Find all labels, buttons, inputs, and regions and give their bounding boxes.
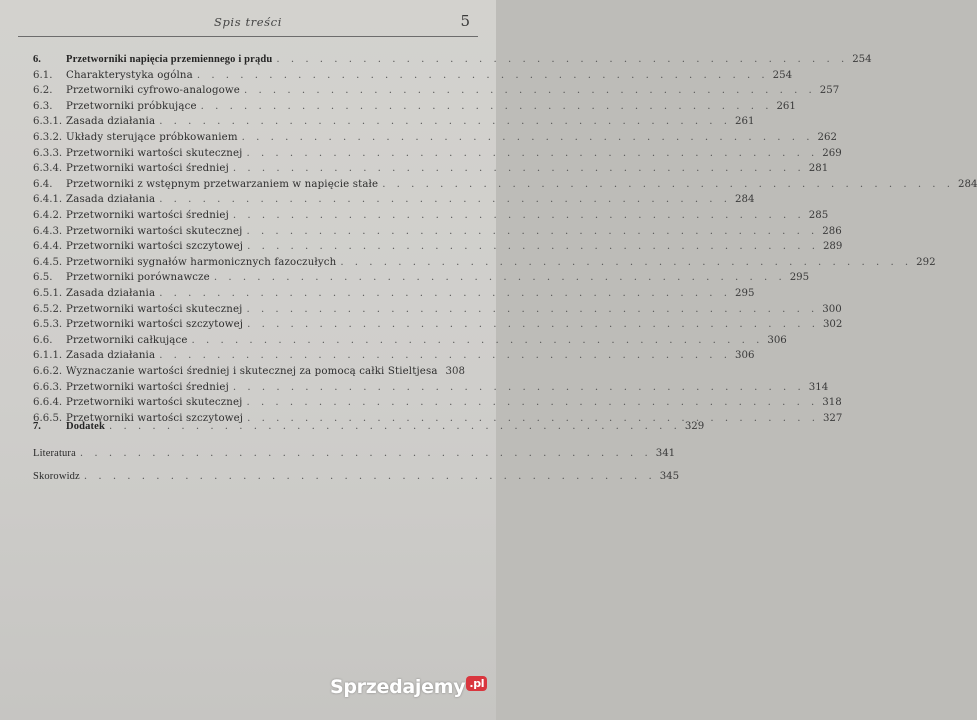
toc-entry-page: 314 (808, 381, 829, 393)
toc-entry-page: 262 (817, 132, 837, 143)
toc-leader-dots: . . . . . . . . . . . . . . . . . . . . . . . . . . . . . . . . . . . . . . . . (247, 241, 819, 253)
toc-leader-dots: . . . . . . . . . . . . . . . . . . . . . . . . . . . . . . . . . . . . . . . . (213, 272, 786, 284)
toc-entry-number: 6.4.2. (33, 210, 63, 221)
toc-entry (33, 131, 837, 145)
toc-leader-dots: . . . . . . . . . . . . . . . . . . . . . . . . . . . . . . . . . . . . . . . . (196, 69, 769, 81)
toc-entry-number: 6.4.3. (33, 225, 63, 237)
toc-entry (33, 271, 810, 285)
toc-entry (33, 287, 755, 301)
toc-entry-number: 7. (33, 421, 41, 432)
toc-entry-title: Zasada działania (66, 350, 156, 362)
toc-entry-page: 345 (659, 471, 680, 482)
toc-entry-title: Przetworniki wartości średniej (66, 163, 229, 175)
toc-entry-page: 254 (852, 54, 872, 65)
toc-leader-dots: . . . . . . . . . . . . . . . . . . . . . . . . . . . . . . . . . . . . . . . . (159, 288, 732, 299)
toc-entry (33, 178, 977, 192)
toc-entry-title: Przetworniki próbkujące (66, 100, 197, 112)
toc-entry-title: Przetworniki z wstępnym przetwarzaniem w napięcie stałe (66, 178, 379, 190)
toc-entry-page: 269 (822, 147, 842, 159)
toc-leader-dots: . . . . . . . . . . . . . . . . . . . . . . . . . . . . . . . . . . . . . . . . (108, 421, 681, 432)
toc-entry-number: 6.1. (33, 69, 53, 81)
toc-entry-page: 300 (822, 303, 842, 315)
toc-leader-dots: . . . . . . . . . . . . . . . . . . . . . . . . . . . . . . . . . . . . . . . . (191, 334, 764, 346)
toc-leader-dots: . . . . . . . . . . . . . . . . . . . . . . . . . . . . . . . . . . . . . . . . (276, 54, 849, 65)
toc-entry-number: 6.4.4. (33, 241, 63, 253)
toc-entry-page: 327 (822, 412, 843, 424)
toc-entry-number: 6.3. (33, 100, 53, 112)
toc-entry-page: 254 (772, 69, 793, 81)
toc-entry-number: 6.3.3. (33, 147, 63, 159)
sprzedajemy-watermark (330, 676, 487, 698)
toc-leader-dots: . . . . . . . . . . . . . . . . . . . . . . . . . . . . . . . . . . . . . . . . (247, 319, 819, 331)
toc-entry-title: Przetworniki sygnałów harmonicznych fazoczułych (66, 256, 337, 268)
toc-entry (33, 447, 676, 461)
toc-entry-page: 306 (767, 334, 787, 346)
toc-entry-number: 6.4.5. (33, 256, 63, 268)
toc-entry-title: Zasada działania (66, 116, 156, 128)
toc-leader-dots: . . . . . . . . . . . . . . . . . . . . . . . . . . . . . . . . . . . . . . . . (246, 397, 819, 409)
toc-entry-page: 257 (819, 85, 840, 97)
toc-entry (33, 318, 843, 332)
toc-entry-page: 292 (916, 256, 936, 268)
header-page-number: 5 (460, 12, 470, 30)
toc-entry-page: 284 (735, 194, 755, 206)
toc-leader-dots: . . . . . . . . . . . . . . . . . . . . . . . . . . . . . . . . . . . . . . . . (159, 194, 732, 206)
toc-entry-title: Przetworniki cyfrowo-analogowe (66, 85, 240, 97)
toc-entry-page: 295 (789, 272, 810, 284)
toc-entry-number: 6.3.2. (33, 132, 63, 143)
toc-entry-number: 6.6.2. (33, 366, 63, 377)
toc-leader-dots: . . . . . . . . . . . . . . . . . . . . . . . . . . . . . . . . . . . . . . . . (247, 412, 819, 424)
toc-entry (33, 396, 842, 410)
toc-entry-number: 6.3.1. (33, 116, 63, 128)
toc-entry-page: 295 (735, 288, 755, 299)
toc-entry-page: 302 (822, 319, 843, 331)
toc-entry-page: 306 (735, 350, 755, 362)
toc-entry-number: 6.2. (33, 85, 53, 97)
toc-leader-dots: . . . . . . . . . . . . . . . . . . . . . . . . . . . . . . . . . . . . . . . . (200, 100, 773, 112)
toc-entry-title: Przetworniki wartości szczytowej (66, 319, 244, 331)
toc-entry-title: Skorowidz (33, 471, 80, 482)
toc-entry-title: Przetworniki wartości szczytowej (66, 241, 244, 253)
toc-entry (33, 420, 705, 434)
toc-entry (33, 349, 755, 363)
toc-entry (33, 303, 842, 317)
toc-leader-dots: . . . . . . . . . . . . . . . . . . . . . . . . . . . . . . . . . . . . . . . . (232, 163, 805, 175)
toc-entry-number: 6.6.4. (33, 397, 63, 409)
toc-leader-dots: . . . . . . . . . . . . . . . . . . . . . . . . . . . . . . . . . . . . . . . . (241, 132, 814, 143)
toc-entry-title: Przetworniki wartości skutecznej (66, 303, 243, 315)
toc-entry (33, 470, 680, 484)
toc-entry-title: Przetworniki wartości szczytowej (66, 412, 244, 424)
toc-entry-title: Literatura (33, 448, 76, 459)
toc-entry-number: 6.5. (33, 272, 53, 284)
toc-entry-title: Charakterystyka ogólna (66, 69, 193, 81)
toc-entry-page: 329 (684, 421, 705, 432)
toc-entry-title: Przetworniki wartości skutecznej (66, 147, 243, 159)
toc-entry (33, 225, 842, 239)
toc-entry-title: Przetworniki wartości średniej (66, 381, 229, 393)
toc-entry-page: 341 (655, 448, 676, 459)
toc-entry-title: Zasada działania (66, 194, 156, 206)
toc-leader-dots: . . . . . . . . . . . . . . . . . . . . . . . . . . . . . . . . . . . . . . . . (243, 85, 816, 97)
toc-entry (33, 53, 872, 67)
toc-entry-number: 6.6. (33, 334, 53, 346)
toc-entry-number: 6.6.5. (33, 412, 63, 424)
toc-entry-title: Przetworniki wartości skutecznej (66, 397, 243, 409)
toc-entry (33, 115, 755, 129)
toc-entry-number: 6.3.4. (33, 163, 63, 175)
toc-entry-title: Przetworniki napięcia przemiennego i prądu (66, 54, 273, 65)
toc-entry-title: Wyznaczanie wartości średniej i skutecznej za pomocą całki Stieltjesa (66, 366, 438, 377)
toc-entry-number: 6.5.1. (33, 288, 63, 299)
toc-entry-page: 281 (808, 163, 829, 175)
toc-entry-page: 261 (735, 116, 755, 128)
toc-entry-title: Przetworniki wartości średniej (66, 210, 229, 221)
toc-entry-page: 284 (958, 178, 977, 190)
toc-entry (33, 193, 755, 207)
toc-entry-page: 285 (808, 210, 829, 221)
watermark-badge: .pl (466, 676, 487, 691)
watermark-text: Sprzedajemy (330, 676, 466, 698)
toc-entry (33, 84, 840, 98)
toc-entry-page: 289 (822, 241, 843, 253)
toc-entry (33, 209, 829, 223)
toc-entry-title: Przetworniki wartości skutecznej (66, 225, 243, 237)
toc-leader-dots: . . . . . . . . . . . . . . . . . . . . . . . . . . . . . . . . . . . . . . . . (159, 116, 732, 128)
running-title: Spis treści (213, 15, 283, 29)
page-header (18, 4, 478, 37)
toc-entry (33, 240, 843, 254)
toc-entry-page: 286 (822, 225, 842, 237)
toc-entry (33, 100, 796, 114)
toc-entry-title: Zasada działania (66, 288, 156, 299)
toc-entry (33, 69, 793, 83)
toc-entry-page: 261 (776, 100, 796, 112)
toc-entry (33, 334, 787, 348)
toc-entry-number: 6.1.1. (33, 350, 63, 362)
toc-leader-dots: . . . . . . . . . . . . . . . . . . . . . . . . . . . . . . . . . . . . . . . . (232, 381, 805, 393)
toc-entry-title: Układy sterujące próbkowaniem (66, 132, 238, 143)
toc-leader-dots: . . . . . . . . . . . . . . . . . . . . . . . . . . . . . . . . . . . . . . . . (232, 210, 805, 221)
toc-leader-dots: . . . . . . . . . . . . . . . . . . . . . . . . . . . . . . . . . . . . . . . . (246, 147, 819, 159)
toc-entry (33, 365, 465, 379)
toc-entry-number: 6.6.3. (33, 381, 63, 393)
toc-entry-title: Dodatek (66, 421, 105, 432)
toc-leader-dots: . . . . . . . . . . . . . . . . . . . . . . . . . . . . . . . . . . . . . . . . (79, 448, 652, 459)
toc-leader-dots: . . . . . . . . . . . . . . . . . . . . . . . . . . . . . . . . . . . . . . . . (246, 225, 819, 237)
toc-entry-page: 318 (822, 397, 842, 409)
toc-entry-number: 6. (33, 54, 41, 65)
toc-leader-dots: . . . . . . . . . . . . . . . . . . . . . . . . . . . . . . . . . . . . . . . . (382, 178, 955, 190)
toc-leader-dots: . . . . . . . . . . . . . . . . . . . . . . . . . . . . . . . . . . . . . . . . (340, 256, 913, 268)
toc-entry (33, 381, 829, 395)
toc-leader-dots: . . . . . . . . . . . . . . . . . . . . . . . . . . . . . . . . . . . . . . . . (246, 303, 819, 315)
toc-entry-number: 6.5.2. (33, 303, 63, 315)
toc-entry (33, 162, 829, 176)
toc-entry-title: Przetworniki porównawcze (66, 272, 210, 284)
toc-entry-title: Przetworniki całkujące (66, 334, 188, 346)
toc-entry (33, 256, 936, 270)
toc-entry-number: 6.4. (33, 178, 53, 190)
toc-leader-dots: . . . . . . . . . . . . . . . . . . . . . . . . . . . . . . . . . . . . . . . . (83, 471, 656, 482)
toc-entry-number: 6.5.3. (33, 319, 63, 331)
toc-entry-number: 6.4.1. (33, 194, 63, 206)
toc-leader-dots: . . . . . . . . . . . . . . . . . . . . . . . . . . . . . . . . . . . . . . . . (159, 350, 732, 362)
toc-entry (33, 147, 842, 161)
toc-entry-page: 308 (445, 366, 465, 377)
